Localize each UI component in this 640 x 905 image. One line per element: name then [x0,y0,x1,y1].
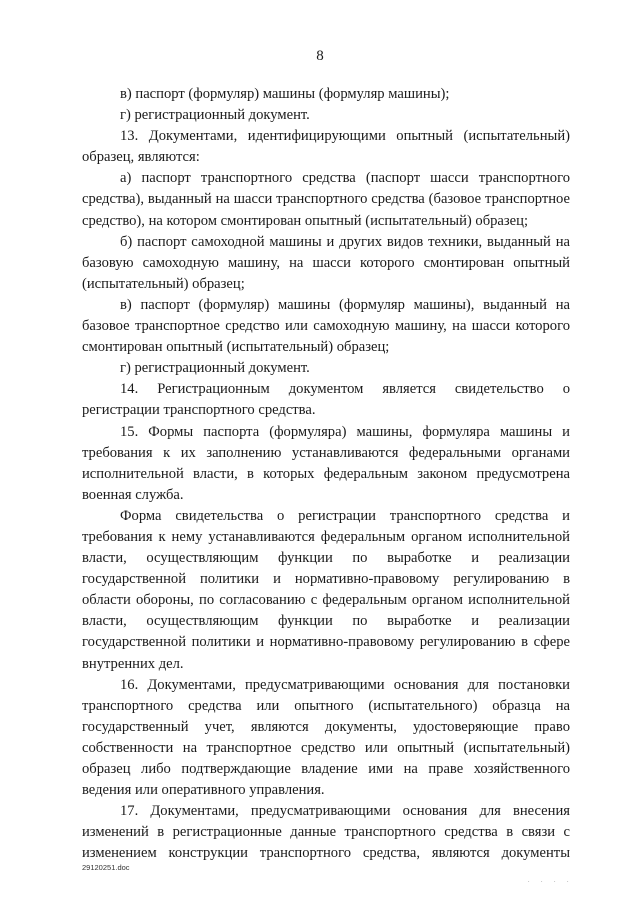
paragraph: г) регистрационный документ. [120,107,310,124]
document-body [82,84,570,864]
paragraph: б) паспорт самоходной машины и других видов техники, выданный на базовую самоходную машину, на шасси которого смонтирован опытный (испытательный) образец; [82,233,570,292]
paragraph: 13. Документами, идентифицирующими опытный (испытательный) образец, являются: [82,128,570,166]
page-number: 8 [316,48,324,64]
paragraph: 17. Документами, предусматривающими основания для внесения изменений в регистрационные данные транспортного средства в связи с изменением конструкции транспортного средства, являются документы [82,803,570,862]
paragraph: 15. Формы паспорта (формуляра) машины, формуляра машины и требования к их заполнению устанавливаются федеральными органами исполнительной власти, в которых федеральным законом предусмотрена военная служба. [82,423,570,503]
footer-file-code: 29120251.doc [82,863,130,872]
paragraph: Форма свидетельства о регистрации транспортного средства и требования к нему устанавливаются федеральным органом исполнительной власти, осуществляющим функции по выработке и реализации государственной политики и нормативно-правовому регулированию в области обороны, по согласованию с федеральным органом исполнительной власти, осуществляющим функции по выработке и реализации государственной политики и нормативно-правовому регулированию в сфере внутренних дел. [82,507,570,672]
paragraph: в) паспорт (формуляр) машины (формуляр машины); [120,86,450,102]
paragraph: 14. Регистрационным документом является свидетельство о регистрации транспортного средства. [82,381,570,419]
paragraph: в) паспорт (формуляр) машины (формуляр машины), выданный на базовое транспортное средство или самоходную машину, на шасси которого смонтирован опытный (испытательный) образец; [82,296,570,356]
paragraph: а) паспорт транспортного средства (паспорт шасси транспортного средства), выданный на шасси транспортного средства (базовое транспортное средство), на котором смонтирован опытный (испытательный) образец; [82,170,570,229]
corner-mark: . . . . [528,878,574,884]
paragraph: г) регистрационный документ. [120,360,310,377]
paragraph: 16. Документами, предусматривающими основания для постановки транспортного средства или опытного (испытательного) образца на государственный учет, являются документы, удостоверяющие право собственности на транспортное средство или опытный (испытательный) образец либо подтверждающие владение ими на праве хозяйственного ведения или оперативного управления. [82,676,570,799]
